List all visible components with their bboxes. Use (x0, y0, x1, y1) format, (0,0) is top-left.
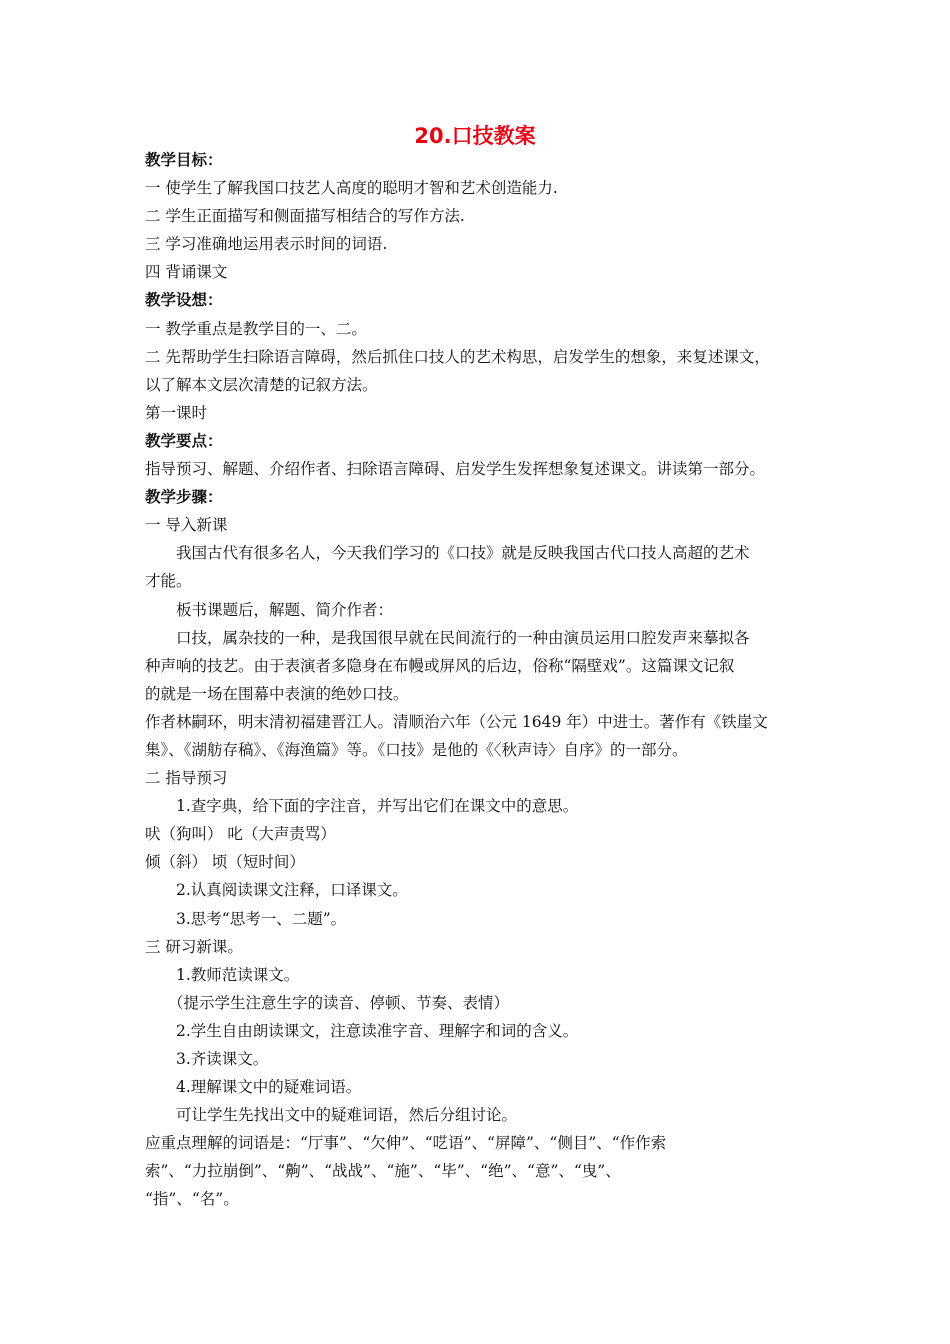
text-line: 以了解本文层次清楚的记叙方法。 (145, 375, 378, 394)
text-line: 作者林嗣环，明末清初福建晋江人。清顺治六年（公元 1649 年）中进士。著作有《铁崖文 (145, 712, 768, 731)
text-line: 二 学生正面描写和侧面描写相结合的写作方法. (145, 207, 465, 226)
text-line: 二 先帮助学生扫除语言障碍，然后抓住口技人的艺术构思，启发学生的想象，来复述课文， (145, 347, 770, 366)
text-line: 倾（斜） 顷（短时间） (145, 853, 305, 872)
text-line: 3.思考“思考一、二题”。 (176, 909, 347, 928)
text-line: 一 使学生了解我国口技艺人高度的聪明才智和艺术创造能力. (145, 179, 558, 198)
text-line: 4.理解课文中的疑难词语。 (176, 1078, 362, 1097)
section-heading: 教学要点： (145, 431, 223, 450)
text-line: 三 研习新课。 (145, 937, 243, 956)
text-line: 指导预习、解题、介绍作者、扫除语言障碍、启发学生发挥想象复述课文。讲读第一部分。 (145, 460, 766, 479)
text-line: 口技，属杂技的一种，是我国很早就在民间流行的一种由演员运用口腔发声来摹拟各 (176, 628, 750, 647)
text-line: 1.查字典，给下面的字注音，并写出它们在课文中的意思。 (176, 797, 579, 816)
text-line: 四 背诵课文 (145, 263, 228, 282)
text-line: 我国古代有很多名人，今天我们学习的《口技》就是反映我国古代口技人高超的艺术 (176, 544, 750, 563)
text-line: “指”、“名”。 (145, 1190, 239, 1209)
text-line: 2.认真阅读课文注释，口译课文。 (176, 881, 408, 900)
text-line: （提示学生注意生字的读音、停顿、节奏、表情） (168, 993, 510, 1012)
text-line: 一 教学重点是教学目的一、二。 (145, 319, 367, 338)
text-line: 应重点理解的词语是：“厅事”、“欠伸”、“呓语”、“屏障”、“侧目”、“作作索 (145, 1134, 667, 1153)
text-line: 集》、《湖舫存稿》、《海渔篇》等。《口技》是他的《〈秋声诗〉自序》的一部分。 (145, 740, 688, 759)
text-line: 吠（狗叫） 叱（大声责骂） (145, 825, 336, 844)
text-line: 才能。 (145, 572, 192, 591)
text-line: 一 导入新课 (145, 516, 228, 535)
text-line: 三 学习准确地运用表示时间的词语. (145, 235, 388, 254)
text-line: 可让学生先找出文中的疑难词语，然后分组讨论。 (176, 1106, 518, 1125)
text-line: 种声响的技艺。由于表演者多隐身在布幔或屏风的后边，俗称“隔壁戏”。这篇课文记叙 (145, 656, 735, 675)
section-heading: 教学步骤： (145, 488, 223, 507)
text-line: 板书课题后，解题、简介作者： (176, 600, 394, 619)
text-line: 3.齐读课文。 (176, 1050, 269, 1068)
text-line: 第一课时 (145, 403, 208, 422)
text-line: 索”、“力拉崩倒”、“齁”、“战战”、“施”、“毕”、“绝”、“意”、“曳”、 (145, 1162, 621, 1181)
text-line: 二 指导预习 (145, 769, 228, 788)
text-line: 2.学生自由朗读课文，注意读准字音、理解字和词的含义。 (176, 1021, 579, 1040)
section-heading: 教学设想： (145, 291, 223, 310)
page-title: 20.口技教案 (414, 124, 536, 148)
text-line: 的就是一场在围幕中表演的绝妙口技。 (145, 684, 409, 703)
section-heading: 教学目标： (145, 151, 223, 169)
text-line: 1.教师范读课文。 (176, 965, 300, 984)
document-body (145, 146, 815, 1214)
